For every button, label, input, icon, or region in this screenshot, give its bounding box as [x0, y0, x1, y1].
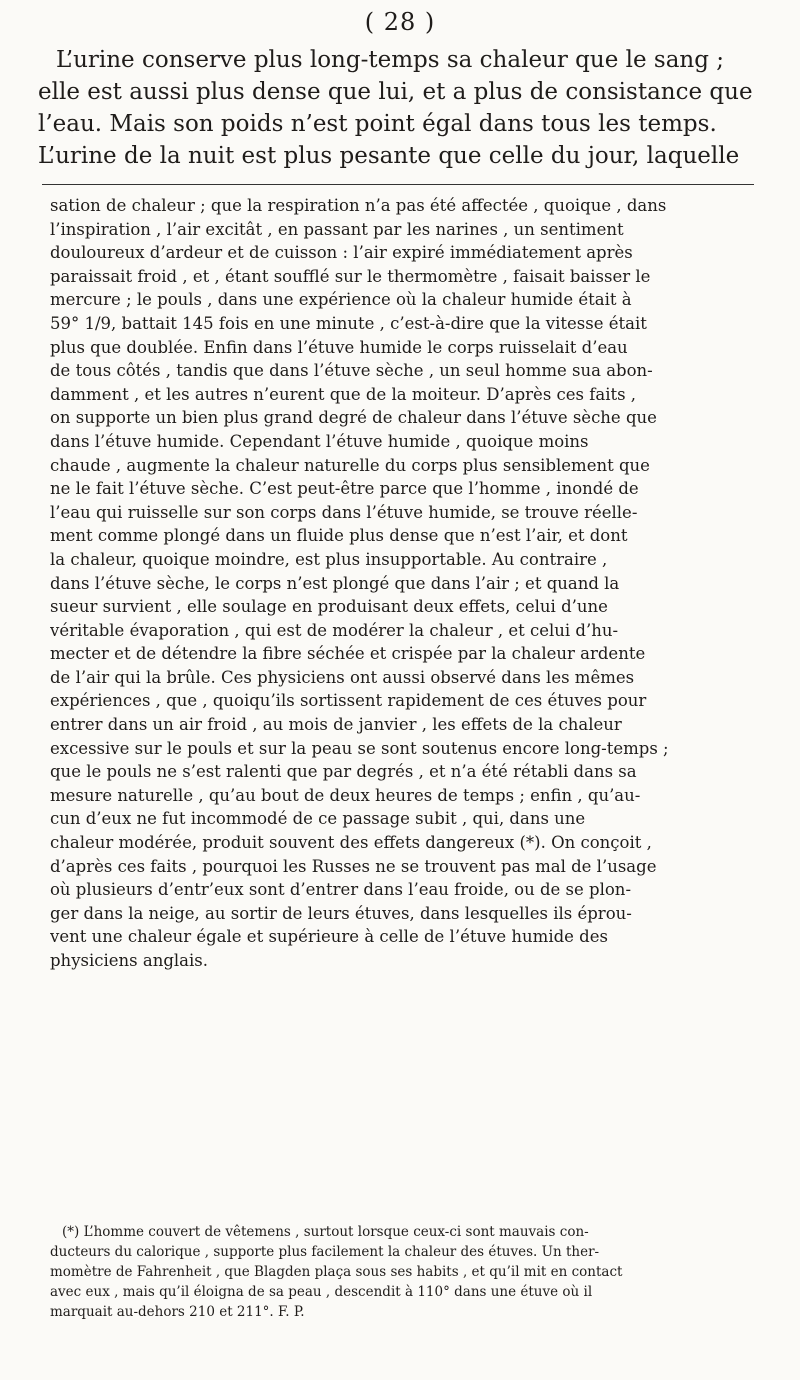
text-line: elle est aussi plus dense que lui, et a plus de consistance que [38, 79, 753, 105]
footnote [50, 1222, 762, 1322]
text-line: entrer dans un air froid , au mois de janvier , les effets de la chaleur [50, 715, 622, 735]
text-line: l’eau qui ruisselle sur son corps dans l’étuve humide, se trouve réelle- [50, 502, 638, 522]
text-line: sation de chaleur ; que la respiration n’a pas été affectée , quoique , dans [50, 196, 667, 215]
text-line: 59° 1/9, battait 145 fois en une minute , c’est-à-dire que la vitesse était [50, 313, 647, 333]
footnote-line: ducteurs du calorique , supporte plus facilement la chaleur des étuves. Un ther- [50, 1244, 600, 1260]
text-line: véritable évaporation , qui est de modérer la chaleur , et celui d’hu- [50, 620, 619, 640]
text-line: vent une chaleur égale et supérieure à celle de l’étuve humide des [50, 927, 608, 947]
text-line: mercure ; le pouls , dans une expérience où la chaleur humide était à [50, 290, 632, 310]
text-line: l’eau. Mais son poids n’est point égal dans tous les temps. [38, 111, 717, 137]
page-number: ( 28 ) [364, 8, 436, 36]
text-line: physiciens anglais. [50, 951, 209, 970]
text-line: chaude , augmente la chaleur naturelle du corps plus sensiblement que [50, 455, 650, 475]
text-line: L’urine de la nuit est plus pesante que celle du jour, laquelle [38, 143, 740, 169]
text-line: la chaleur, quoique moindre, est plus insupportable. Au contraire , [50, 549, 608, 569]
text-line: mesure naturelle , qu’au bout de deux heures de temps ; enfin , qu’au- [50, 785, 641, 805]
text-line: mecter et de détendre la fibre séchée et crispée par la chaleur ardente [50, 644, 646, 664]
text-line: dans l’étuve sèche, le corps n’est plongé que dans l’air ; et quand la [50, 573, 620, 593]
text-line: de tous côtés , tandis que dans l’étuve sèche , un seul homme sua abon- [50, 361, 653, 381]
text-line: ne le fait l’étuve sèche. C’est peut-être parce que l’homme , inondé de [50, 479, 639, 499]
text-line: chaleur modérée, produit souvent des effets dangereux (*). On conçoit , [50, 833, 652, 853]
text-line: l’inspiration , l’air excitât , en passant par les narines , un sentiment [50, 219, 624, 239]
text-line: sueur survient , elle soulage en produisant deux effets, celui d’une [50, 597, 608, 617]
text-line: ger dans la neige, au sortir de leurs étuves, dans lesquelles ils éprou- [50, 903, 632, 923]
main-paragraph [50, 194, 762, 973]
text-line: cun d’eux ne fut incommodé de ce passage subit , qui, dans une [50, 809, 586, 829]
text-line: ment comme plongé dans un fluide plus dense que n’est l’air, et dont [50, 526, 628, 546]
text-line: où plusieurs d’entr’eux sont d’entrer dans l’eau froide, ou de se plon- [50, 880, 632, 900]
text-line: d’après ces faits , pourquoi les Russes ne se trouvent pas mal de l’usage [50, 856, 657, 876]
text-line: on supporte un bien plus grand degré de chaleur dans l’étuve sèche que [50, 408, 657, 428]
footnote-line: momètre de Fahrenheit , que Blagden plaça sous ses habits , et qu’il mit en contact [50, 1264, 623, 1280]
text-line: de l’air qui la brûle. Ces physiciens ont aussi observé dans les mêmes [50, 667, 635, 687]
text-line: douloureux d’ardeur et de cuisson : l’air expiré immédiatement après [50, 243, 633, 263]
section-divider [42, 184, 754, 185]
text-line: plus que doublée. Enfin dans l’étuve humide le corps ruisselait d’eau [50, 337, 628, 357]
text-line: L’urine conserve plus long-temps sa chaleur que le sang ; [56, 47, 725, 73]
text-line: excessive sur le pouls et sur la peau se sont soutenus encore long-temps ; [50, 738, 669, 758]
footnote-line: marquait au-dehors 210 et 211°. F. P. [50, 1304, 305, 1320]
text-line: expériences , que , quoiqu’ils sortissent rapidement de ces étuves pour [50, 691, 647, 711]
text-line: damment , et les autres n’eurent que de la moiteur. D’après ces faits , [50, 384, 637, 404]
footnote-line: avec eux , mais qu’il éloigna de sa peau , descendit à 110° dans une étuve où il [50, 1284, 593, 1300]
text-line: paraissait froid , et , étant soufflé sur le thermomètre , faisait baisser le [50, 266, 651, 286]
text-line: dans l’étuve humide. Cependant l’étuve humide , quoique moins [50, 431, 589, 451]
top-paragraph [38, 44, 756, 172]
text-line: que le pouls ne s’est ralenti que par degrés , et n’a été rétabli dans sa [50, 762, 637, 782]
footnote-line: (*) L’homme couvert de vêtemens , surtout lorsque ceux-ci sont mauvais con- [62, 1224, 589, 1240]
